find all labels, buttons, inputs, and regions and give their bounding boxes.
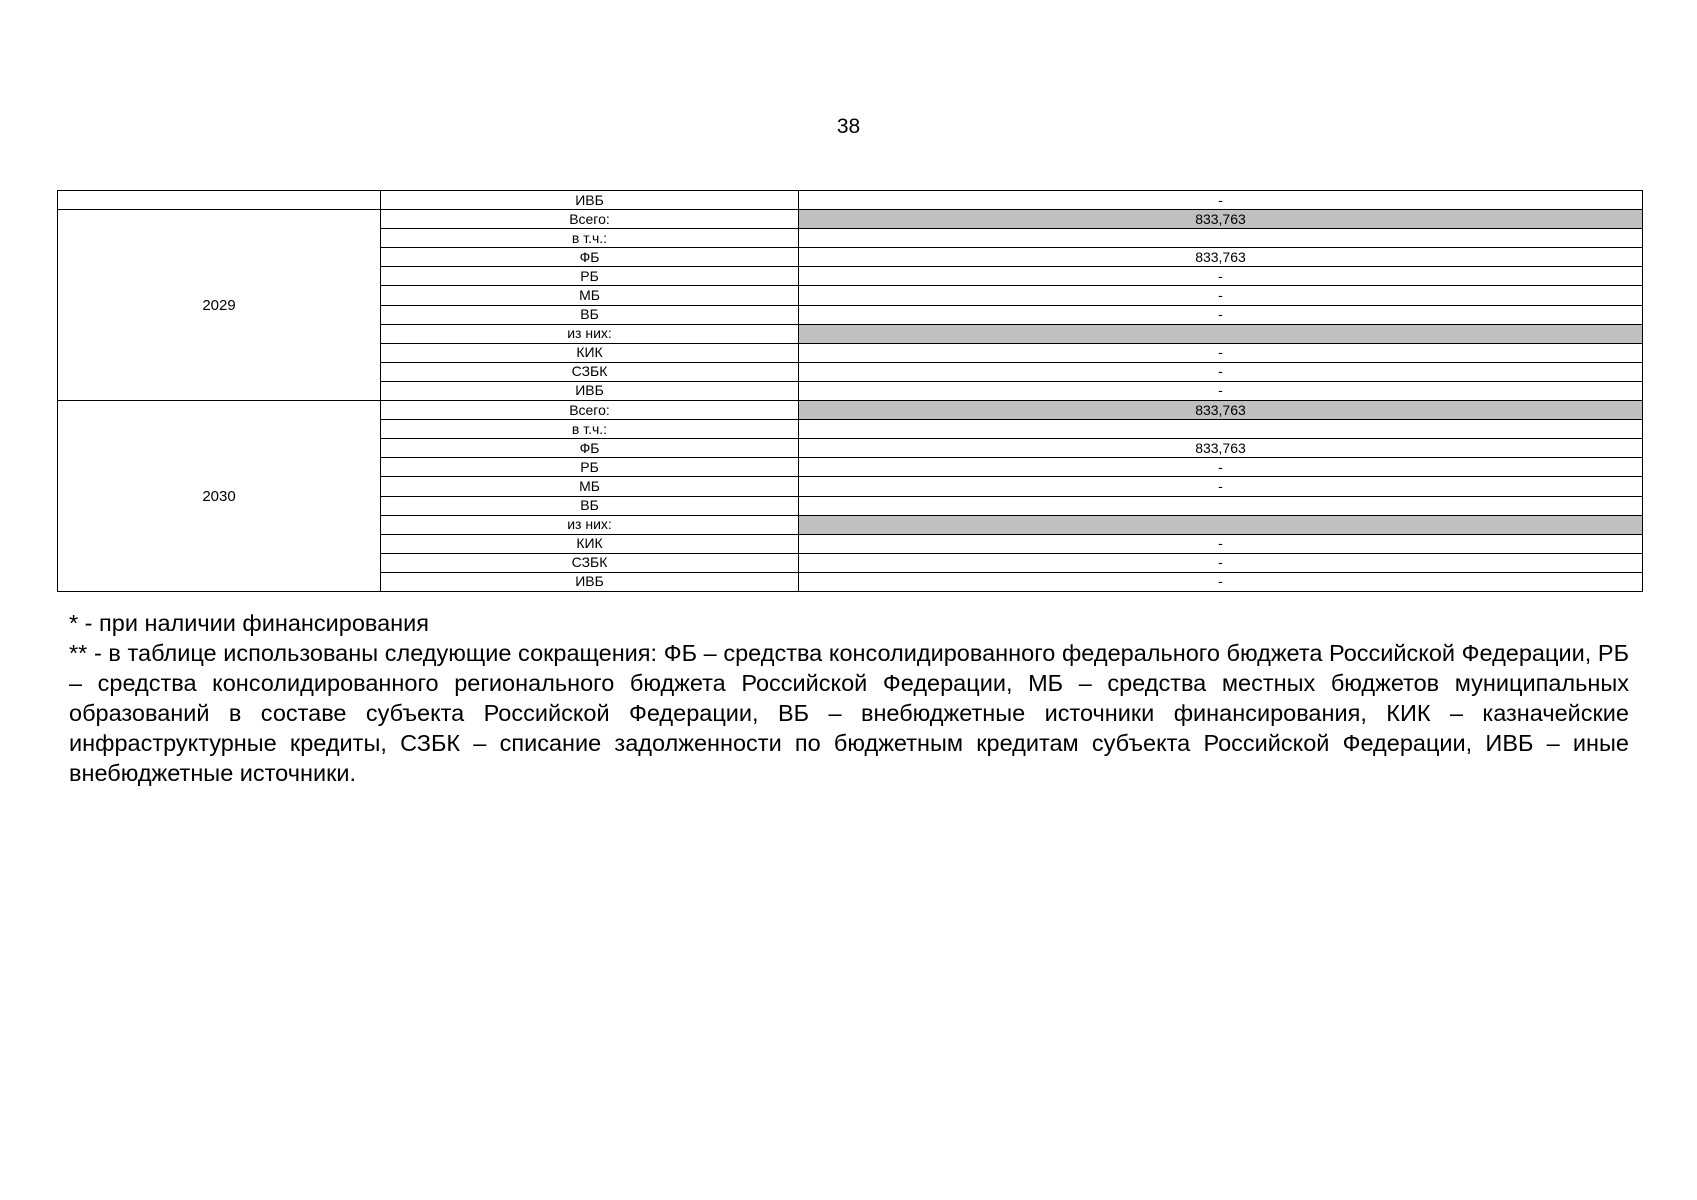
source-label-cell: СЗБК xyxy=(381,362,799,381)
page-number: 38 xyxy=(836,115,861,138)
footnote-abbreviations: ** - в таблице использованы следующие сокращения: ФБ – средства консолидированного федерального бюджета Российской Федерации, РБ – средства консолидированного регионального бюджета Российской Федерации, МБ – средства местных бюджетов муниципальных образований в составе субъекта Российской Федерации, ВБ – внебюджетные источники финансирования, КИК – казначейские инфраструктурные кредиты, СЗБК – списание задолженности по бюджетным кредитам субъекта Российской Федерации, ИВБ – иные внебюджетные источники. xyxy=(69,640,1629,786)
amount-cell: - xyxy=(799,477,1643,496)
source-label-cell: СЗБК xyxy=(381,553,799,572)
source-label-cell: ВБ xyxy=(381,305,799,324)
amount-cell: - xyxy=(799,458,1643,477)
source-label-cell: КИК xyxy=(381,343,799,362)
year-cell: 2029 xyxy=(58,210,381,401)
amount-cell: - xyxy=(799,267,1643,286)
footnotes xyxy=(69,608,1629,788)
financing-table xyxy=(57,190,1643,592)
amount-cell xyxy=(799,515,1643,534)
source-label-cell: ФБ xyxy=(381,439,799,458)
source-label-cell: из них: xyxy=(381,324,799,343)
amount-cell: - xyxy=(799,305,1643,324)
source-label-cell: ИВБ xyxy=(381,572,799,591)
amount-cell: - xyxy=(799,362,1643,381)
amount-cell: - xyxy=(799,343,1643,362)
amount-cell xyxy=(799,420,1643,439)
footnote-availability: * - при наличии финансирования xyxy=(69,610,430,636)
amount-cell: 833,763 xyxy=(799,248,1643,267)
source-label-cell: ИВБ xyxy=(381,381,799,400)
source-label-cell: ИВБ xyxy=(381,191,799,210)
source-label-cell: РБ xyxy=(381,458,799,477)
amount-cell: 833,763 xyxy=(799,401,1643,420)
amount-cell: - xyxy=(799,286,1643,305)
amount-cell: - xyxy=(799,553,1643,572)
amount-cell: - xyxy=(799,572,1643,591)
source-label-cell: ФБ xyxy=(381,248,799,267)
amount-cell: - xyxy=(799,381,1643,400)
source-label-cell: ВБ xyxy=(381,496,799,515)
financing-table-body xyxy=(58,191,1643,592)
amount-cell: - xyxy=(799,534,1643,553)
table-row xyxy=(58,401,1643,420)
source-label-cell: Всего: xyxy=(381,210,799,229)
source-label-cell: КИК xyxy=(381,534,799,553)
amount-cell xyxy=(799,324,1643,343)
amount-cell: 833,763 xyxy=(799,210,1643,229)
source-label-cell: РБ xyxy=(381,267,799,286)
source-label-cell: в т.ч.: xyxy=(381,420,799,439)
table-row xyxy=(58,191,1643,210)
source-label-cell: Всего: xyxy=(381,401,799,420)
source-label-cell: в т.ч.: xyxy=(381,229,799,248)
source-label-cell: МБ xyxy=(381,286,799,305)
year-cell xyxy=(58,191,381,210)
amount-cell: - xyxy=(799,191,1643,210)
amount-cell xyxy=(799,229,1643,248)
amount-cell xyxy=(799,496,1643,515)
amount-cell: 833,763 xyxy=(799,439,1643,458)
source-label-cell: МБ xyxy=(381,477,799,496)
table-row xyxy=(58,210,1643,229)
year-cell: 2030 xyxy=(58,401,381,592)
source-label-cell: из них: xyxy=(381,515,799,534)
